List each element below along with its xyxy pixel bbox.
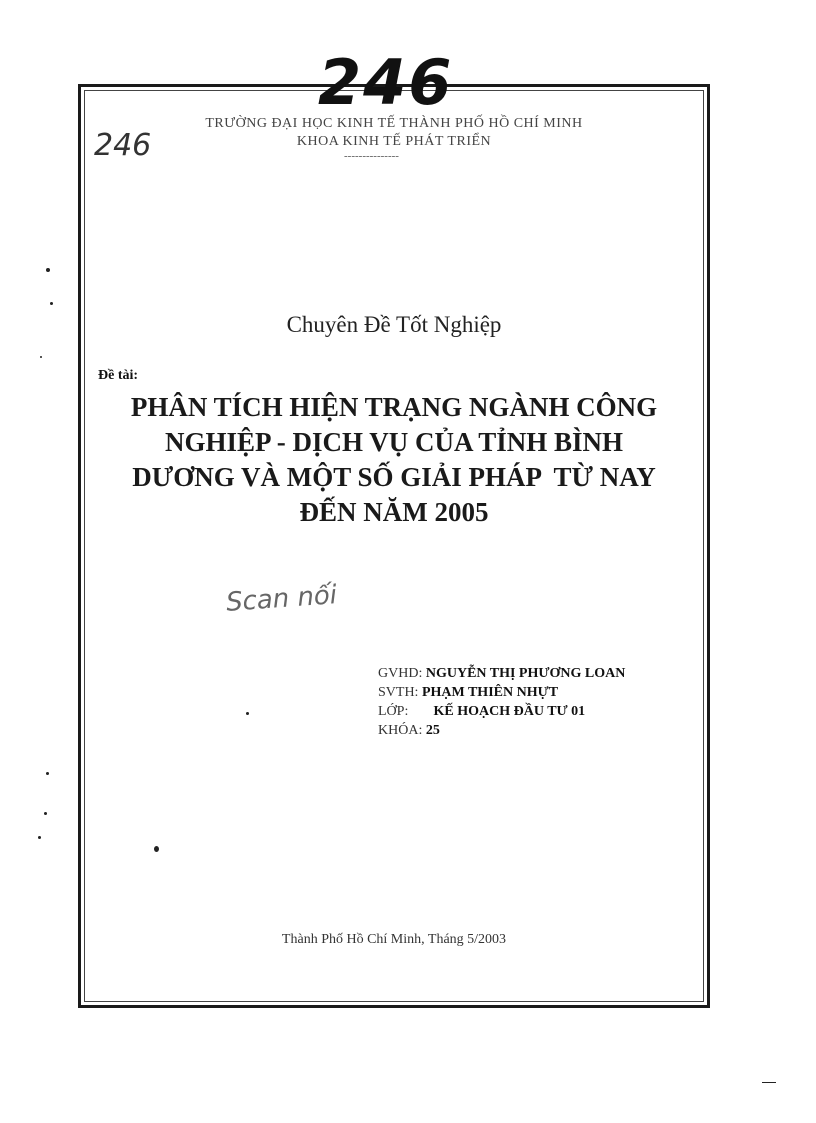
gvhd-label: GVHD: <box>378 666 423 681</box>
lop-label: LỚP: <box>378 704 409 719</box>
topic-label: Đề tài: <box>98 368 139 383</box>
topic-line-3: DƯƠNG VÀ MỘT SỐ GIẢI PHÁP TỪ NAY <box>132 462 656 492</box>
place-and-date: Thành Phố Hồ Chí Minh, Tháng 5/2003 <box>281 932 507 947</box>
topic-line-4: ĐẾN NĂM 2005 <box>299 497 489 527</box>
topic-title <box>90 390 698 530</box>
scan-speck <box>38 836 41 839</box>
scan-speck <box>50 302 53 305</box>
scan-speck <box>44 812 47 815</box>
info-gvhd <box>378 664 625 683</box>
handwritten-scan-note: Scan nối <box>225 580 339 618</box>
topic-line-1: PHÂN TÍCH HIỆN TRẠNG NGÀNH CÔNG <box>130 392 658 422</box>
scan-speck <box>246 712 249 715</box>
faculty-name: KHOA KINH TẾ PHÁT TRIỂN <box>296 134 492 149</box>
khoa-label: KHÓA: <box>378 723 423 738</box>
lop-value: KẾ HOẠCH ĐẦU TƯ 01 <box>433 704 586 719</box>
topic-line-2: NGHIỆP - DỊCH VỤ CỦA TỈNH BÌNH <box>164 427 624 457</box>
scan-speck <box>40 356 42 358</box>
info-svth <box>378 683 558 702</box>
info-lop <box>378 702 585 721</box>
header-divider: --------------- <box>344 150 399 162</box>
scan-speck <box>154 846 159 852</box>
svth-label: SVTH: <box>378 685 419 700</box>
page-border-inner <box>84 90 704 1002</box>
document-subject: Chuyên Đề Tốt Nghiệp <box>286 312 502 337</box>
handwritten-margin-number: 246 <box>94 128 152 163</box>
handwritten-stamp-number: 246 <box>318 46 454 119</box>
scan-speck <box>762 1082 776 1083</box>
svth-value: PHẠM THIÊN NHỰT <box>421 685 559 700</box>
scan-speck <box>46 268 50 272</box>
scan-speck <box>46 772 49 775</box>
info-khoa <box>378 721 440 740</box>
gvhd-value: NGUYỄN THỊ PHƯƠNG LOAN <box>425 666 626 681</box>
khoa-value: 25 <box>425 723 440 738</box>
university-name: TRƯỜNG ĐẠI HỌC KINH TẾ THÀNH PHỐ HỒ CHÍ MINH <box>205 116 583 131</box>
